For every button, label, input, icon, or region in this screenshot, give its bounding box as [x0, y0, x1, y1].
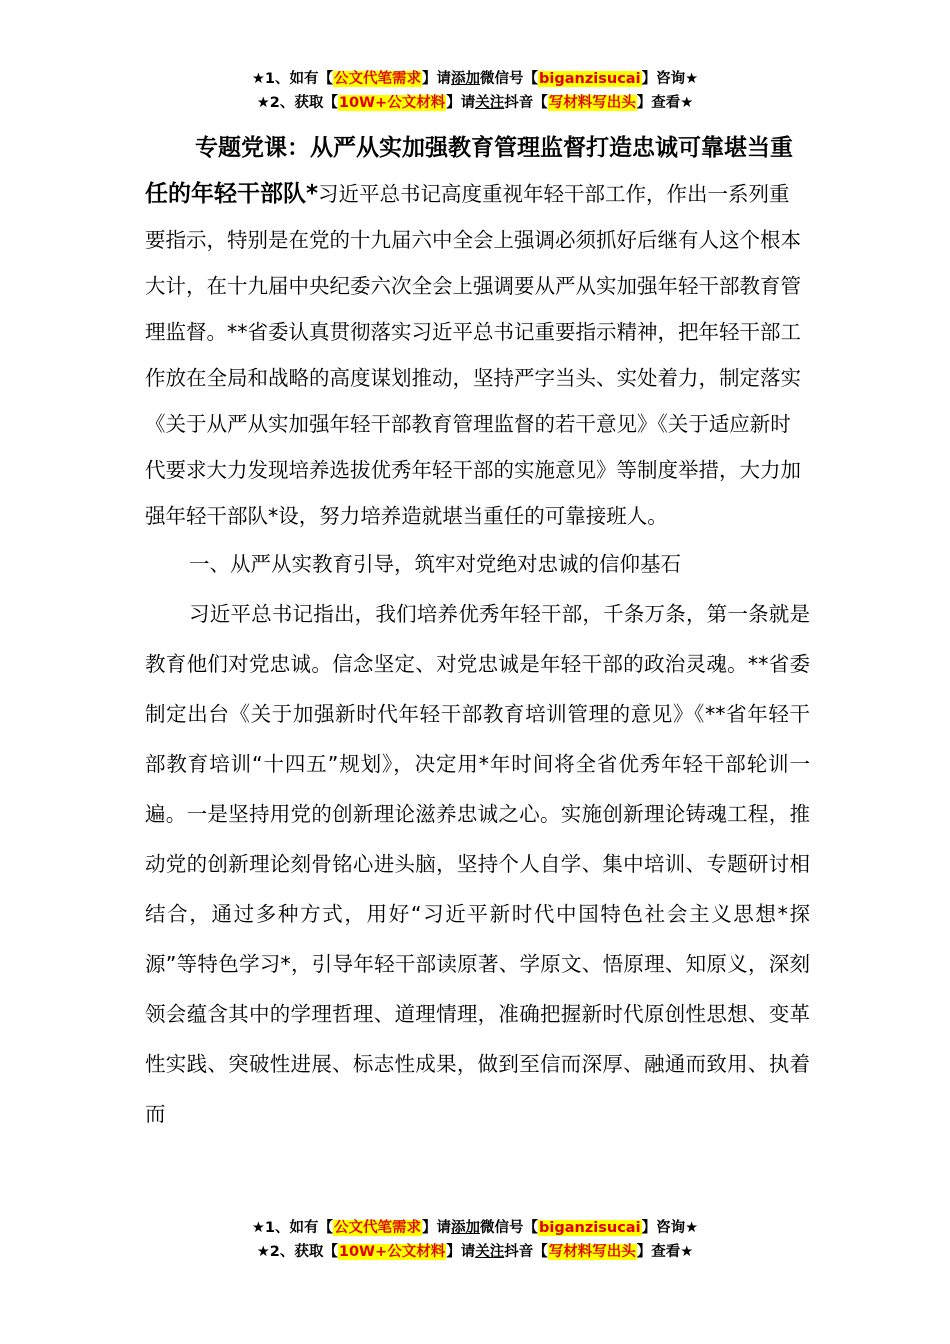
section-heading-1: 一、从严从实教育引导，筑牢对党绝对忠诚的信仰基石: [189, 552, 681, 576]
highlight-wechat-id: biganzisucai: [539, 71, 641, 87]
highlight-wechat-id: biganzisucai: [539, 1220, 641, 1236]
footer-banner: [0, 1216, 950, 1264]
highlight-douyin: 写材料写出头: [548, 95, 636, 111]
highlight-materials: 10W+公文材料: [338, 1244, 446, 1260]
highlight-service: 公文代笔需求: [334, 71, 422, 87]
intro-paragraph: 习近平总书记高度重视年轻干部工作，作出一系列重要指示，特别是在党的十九届六中全会上强调必须抓好后继有人这个根本大计，在十九届中央纪委六次全会上强调要从严从实加强年轻干部教育管理监督。**省委认真贯彻落实习近平总书记重要指示精神，把年轻干部工作放在全局和战略的高度谋划推动，坚持严字当头、实处着力，制定落实《关于从严从实加强年轻干部教育管理监督的若干意见》《关于适应新时代要求大力发现培养选拔优秀年轻干部的实施意见》等制度举措，大力加强年轻干部队*设，努力培养造就堪当重任的可靠接班人。: [145, 182, 801, 528]
highlight-materials: 10W+公文材料: [338, 95, 446, 111]
document-body: [145, 125, 810, 1139]
header-banner: [0, 67, 950, 115]
banner-line-1: ★1、如有【公文代笔需求】请添加微信号【biganzisucai】咨询★: [251, 71, 699, 87]
highlight-service: 公文代笔需求: [334, 1220, 422, 1236]
banner-line-1: ★1、如有【公文代笔需求】请添加微信号【biganzisucai】咨询★: [251, 1220, 699, 1236]
section-paragraph-1: 习近平总书记指出，我们培养优秀年轻干部，千条万条，第一条就是教育他们对党忠诚。信念坚定、对党忠诚是年轻干部的政治灵魂。**省委制定出台《关于加强新时代年轻干部教育培训管理的意见》《**省年轻干部教育培训“十四五”规划》，决定用*年时间将全省优秀年轻干部轮训一遍。一是坚持用党的创新理论滋养忠诚之心。实施创新理论铸魂工程，推动党的创新理论刻骨铭心进头脑，坚持个人自学、集中培训、专题研讨相结合，通过多种方式，用好“习近平新时代中国特色社会主义思想*探源”等特色学习*，引导年轻干部读原著、学原文、悟原理、知原义，深刻领会蕴含其中的学理哲理、道理情理，准确把握新时代原创性思想、变革性实践、突破性进展、标志性成果，做到至信而深厚、融通而致用、执着而: [145, 602, 810, 1126]
document-title: [145, 125, 810, 539]
banner-line-2: ★2、获取【10W+公文材料】请关注抖音【写材料写出头】查看★: [256, 1244, 694, 1260]
banner-line-2: ★2、获取【10W+公文材料】请关注抖音【写材料写出头】查看★: [256, 95, 694, 111]
highlight-douyin: 写材料写出头: [548, 1244, 636, 1260]
title-text: 专题党课：从严从实加强教育管理监督打造忠诚可靠堪当重任的年轻干部队*: [145, 135, 793, 207]
